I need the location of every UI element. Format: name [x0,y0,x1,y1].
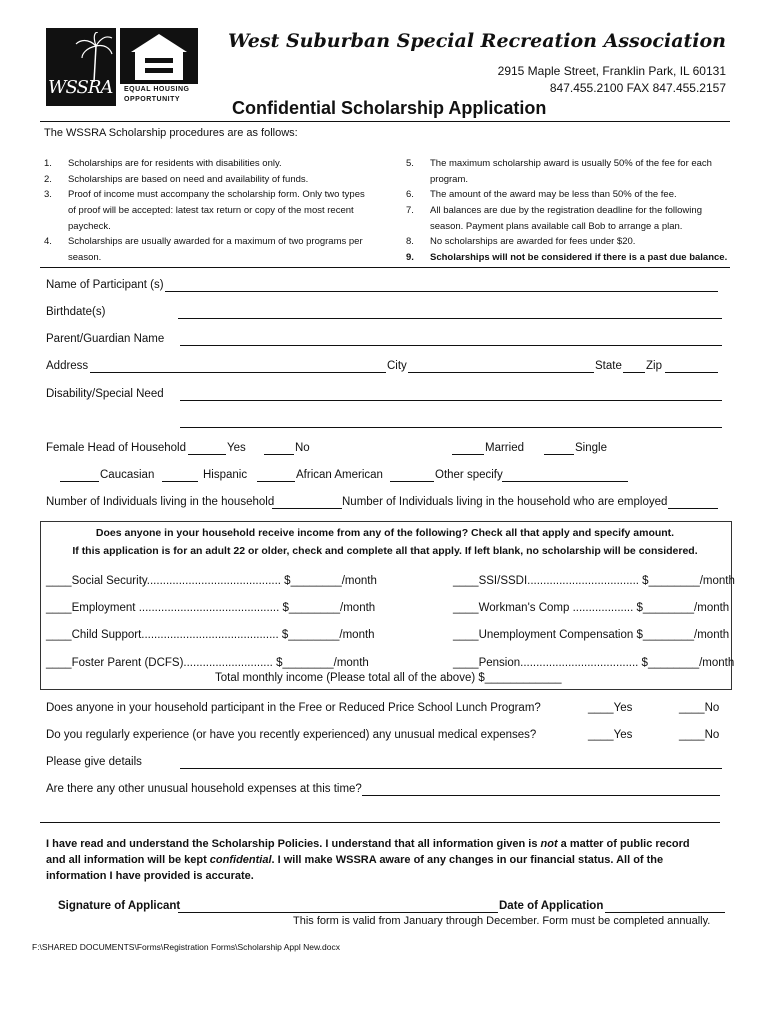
signature-field[interactable] [178,900,498,913]
list-item: 1. Scholarships are for residents with disabilities only. [44,158,282,169]
caucasian-field[interactable] [60,469,99,482]
lunch-yes[interactable]: ____Yes [588,702,633,714]
female-head-yes-field[interactable] [188,442,226,455]
employed-count-label: Number of Individuals living in the household who are employed [342,496,668,508]
other-expenses-field[interactable] [362,783,720,796]
address-field[interactable] [90,360,386,373]
income-row-left[interactable]: ____Child Support........................................... $________/month [46,629,375,641]
birthdate-label: Birthdate(s) [46,306,106,318]
other-label: Other specify [435,469,503,481]
income-row-right[interactable]: ____Workman's Comp ................... $________/month [453,602,730,614]
state-field[interactable] [623,360,645,373]
household-count-label: Number of Individuals living in the household [46,496,275,508]
page-title: Confidential Scholarship Application [232,98,547,118]
lunch-no[interactable]: ____No [679,702,720,714]
household-count-field[interactable] [272,496,342,509]
female-head-no-label: No [295,442,310,454]
date-label: Date of Application [499,900,604,912]
palm-tree-icon [74,32,114,82]
org-name: West Suburban Special Recreation Association [228,30,726,52]
disability-field-2[interactable] [180,415,722,428]
female-head-yes-label: Yes [227,442,246,454]
participant-field[interactable] [165,279,718,292]
equal-housing-logo [118,28,200,106]
guardian-field[interactable] [180,333,722,346]
income-row-left[interactable]: ____Foster Parent (DCFS)............................ $________/month [46,657,369,669]
file-path: F:\SHARED DOCUMENTS\Forms\Registration Forms\Scholarship Appl New.docx [32,942,340,952]
medical-question: Do you regularly experience (or have you recently experienced) any unusual medical expenses? [46,729,537,741]
married-label: Married [485,442,524,454]
african-american-label: African American [296,469,383,481]
list-item: season. Payment plans available call Bob to arrange a plan. [430,220,683,232]
list-item: 5. The maximum scholarship award is usually 50% of the fee for each [406,158,712,169]
list-item: season. [68,252,102,264]
details-label: Please give details [46,756,142,768]
income-row-left[interactable]: ____Employment ............................................ $________/month [46,602,376,614]
list-item: paycheck. [68,220,111,232]
list-item: 4. Scholarships are usually awarded for a maximum of two programs per [44,236,363,248]
list-item: 8. No scholarships are awarded for fees under $20. [406,236,636,248]
african-american-field[interactable] [257,469,295,482]
list-item: 3. Proof of income must accompany the scholarship form. Only two types [44,189,365,201]
lunch-question: Does anyone in your household participant in the Free or Reduced Price School Lunch Program? [46,702,541,714]
eho-line2: OPPORTUNITY [124,96,181,103]
income-question-1: Does anyone in your household receive income from any of the following? Check all that apply and specify amount. [95,527,675,539]
validity-note: This form is valid from January through December. Form must be completed annually. [293,915,711,927]
list-item: 6. The amount of the award may be less than 50% of the fee. [406,189,677,201]
signature-label: Signature of Applicant [58,900,181,912]
list-item: 2. Scholarships are based on need and availability of funds. [44,173,309,185]
married-field[interactable] [452,442,484,455]
disability-field[interactable] [180,388,722,401]
statement-line-1: I have read and understand the Scholarship Policies. I understand that all information given is not a matter of public record [46,838,690,850]
address-label: Address [46,360,89,372]
total-income[interactable]: Total monthly income (Please total all of the above) $____________ [215,672,562,684]
hispanic-field[interactable] [162,469,198,482]
zip-label: Zip [646,360,662,372]
list-item: 7. All balances are due by the registration deadline for the following [406,205,702,217]
divider [40,267,730,268]
city-field[interactable] [408,360,594,373]
house-icon [131,34,187,52]
single-field[interactable] [544,442,574,455]
birthdate-field[interactable] [178,306,722,319]
guardian-label: Parent/Guardian Name [46,333,165,345]
employed-count-field[interactable] [668,496,718,509]
procedures-left [44,158,365,268]
income-row-left[interactable]: ____Social Security.......................................... $________/month [46,575,377,587]
participant-label: Name of Participant (s) [46,279,164,291]
caucasian-label: Caucasian [100,469,155,481]
medical-yes[interactable]: ____Yes [588,729,633,741]
hispanic-label: Hispanic [203,469,248,481]
procedures-right [406,158,727,268]
org-phone: 847.455.2100 FAX 847.455.2157 [549,81,726,95]
state-label: State [595,360,622,372]
city-label: City [387,360,407,372]
female-head-no-field[interactable] [264,442,294,455]
list-item: of proof will be accepted: latest tax return or copy of the most recent [68,205,354,217]
income-row-right[interactable]: ____Unemployment Compensation $________/month [453,629,730,641]
income-row-right[interactable]: ____SSI/SSDI................................... $________/month [453,575,735,587]
org-address: 2915 Maple Street, Franklin Park, IL 60131 [497,64,726,78]
wssra-logo-text: WSSRA [48,77,113,98]
income-question-2: If this application is for an adult 22 or older, check and complete all that apply. If left blank, no scholarship will be considered. [72,545,698,557]
other-expenses-question: Are there any other unusual household expenses at this time? [46,783,362,795]
list-item: 9. Scholarships will not be considered if there is a past due balance. [406,252,728,264]
statement-line-3: information I have provided is accurate. [46,870,254,882]
statement-line-2: and all information will be kept confidential. I will make WSSRA aware of any changes in our financial status. All of the [46,854,664,866]
zip-field[interactable] [665,360,718,373]
details-field[interactable] [180,756,722,769]
procedures-intro: The WSSRA Scholarship procedures are as follows: [44,127,298,139]
wssra-logo [46,28,116,106]
female-head-label: Female Head of Household [46,442,186,454]
other-specify-field[interactable] [502,469,628,482]
medical-no[interactable]: ____No [679,729,720,741]
divider [40,121,730,122]
other-race-check[interactable] [390,469,434,482]
date-field[interactable] [605,900,725,913]
single-label: Single [575,442,607,454]
eho-line1: EQUAL HOUSING [124,86,190,93]
income-row-right[interactable]: ____Pension..................................... $________/month [453,657,735,669]
list-item: program. [430,173,469,185]
disability-label: Disability/Special Need [46,388,164,400]
other-expenses-field-2[interactable] [40,810,720,823]
